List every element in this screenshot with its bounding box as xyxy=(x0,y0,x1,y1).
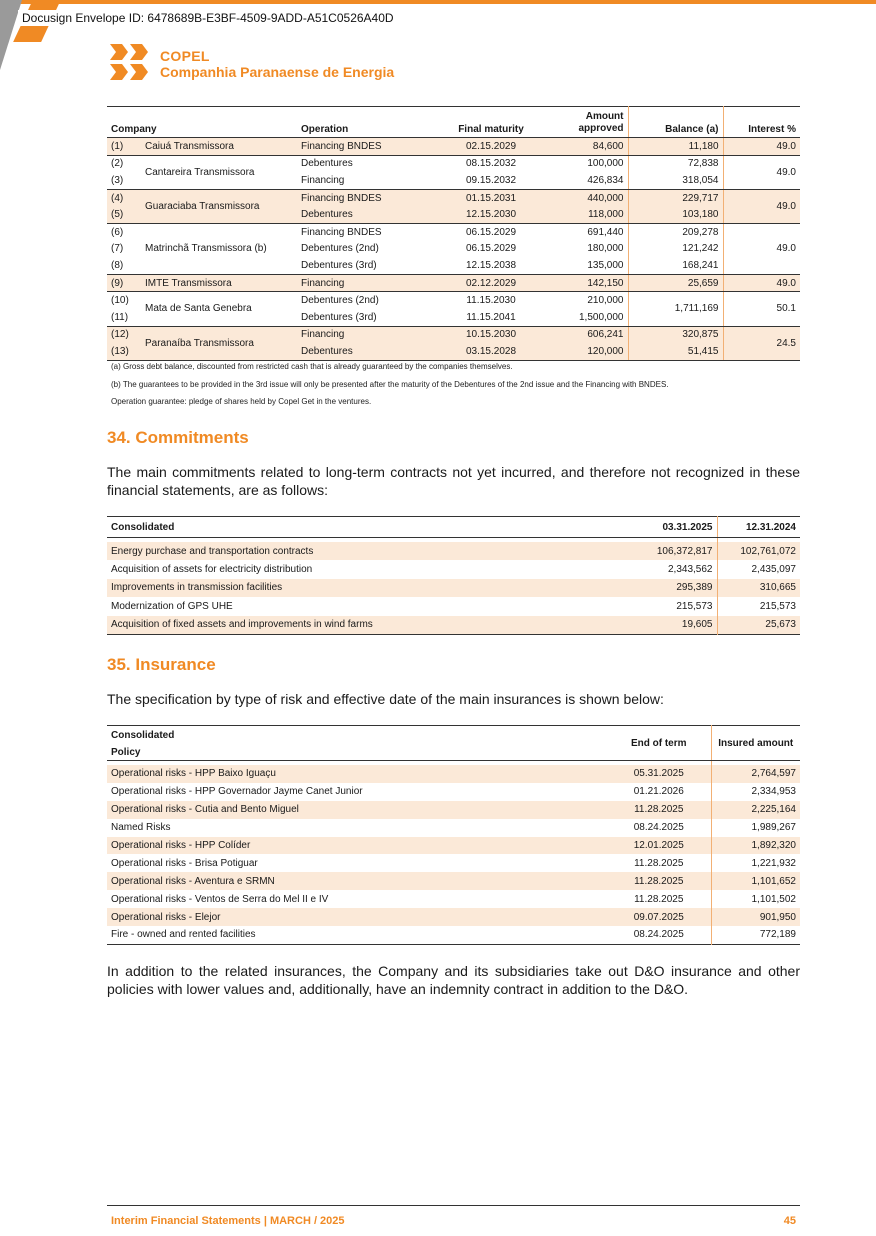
table-row xyxy=(107,783,800,801)
insurance-intro: The specification by type of risk and effective date of the main insurances is shown below: xyxy=(107,691,664,707)
maturity-cell: 10.15.2030 xyxy=(445,326,537,343)
table-row xyxy=(107,326,800,343)
commitment-value-2024: 2,435,097 xyxy=(751,564,796,576)
copel-logo-icon xyxy=(108,42,152,82)
operation-cell: Debentures (3rd) xyxy=(297,257,445,274)
table-row xyxy=(107,189,800,206)
copel-logo xyxy=(108,42,408,84)
footnote-a: (a) Gross debt balance, discounted from restricted cash that is already guaranteed by the companies themselves. xyxy=(111,362,513,371)
footnote-b: (b) The guarantees to be provided in the 3rd issue will only be presented after the maturity of the Debentures of the 2nd issue and the Financing with BNDES. xyxy=(111,380,669,389)
balance-cell: 1,711,169 xyxy=(628,292,723,326)
policy-cell: Operational risks - Brisa Potiguar xyxy=(111,857,258,869)
header-operation: Operation xyxy=(297,107,445,138)
policy-cell: Operational risks - HPP Colíder xyxy=(107,837,607,855)
operation-cell: Debentures xyxy=(301,158,353,170)
operation-cell: Financing xyxy=(297,274,445,292)
page-number: 45 xyxy=(783,1215,796,1227)
policy-cell: Fire - owned and rented facilities xyxy=(111,929,256,941)
company-cell: IMTE Transmissora xyxy=(141,274,297,292)
row-number: (6) xyxy=(111,226,124,238)
table-row xyxy=(107,616,800,635)
maturity-cell: 11.15.2030 xyxy=(466,295,516,307)
end-of-term-cell: 01.21.2026 xyxy=(607,783,711,801)
end-of-term-cell: 05.31.2025 xyxy=(607,765,711,783)
end-of-term-cell: 11.28.2025 xyxy=(607,890,711,908)
commitment-label: Acquisition of fixed assets and improvements in wind farms xyxy=(107,616,627,635)
maturity-cell: 01.15.2031 xyxy=(445,189,537,206)
commitment-value-2025: 215,573 xyxy=(627,597,717,615)
guarantees-table xyxy=(107,106,800,361)
amount-cell: 691,440 xyxy=(537,223,628,240)
operation-cell: Financing BNDES xyxy=(297,138,445,156)
operation-cell: Debentures (3rd) xyxy=(297,309,445,326)
maturity-cell: 06.15.2029 xyxy=(465,243,517,255)
balance-cell: 229,717 xyxy=(628,189,723,206)
operation-cell: Debentures xyxy=(297,206,445,223)
company-cell: Cantareira Transmissora xyxy=(141,155,297,189)
company-cell: Caiuá Transmissora xyxy=(141,138,297,156)
header-03-31-2025: 03.31.2025 xyxy=(627,517,717,538)
row-number: (10) xyxy=(111,295,129,307)
end-of-term-cell: 11.28.2025 xyxy=(607,801,711,819)
interest-cell: 49.0 xyxy=(723,138,800,156)
amount-cell: 210,000 xyxy=(537,292,628,309)
row-number: (2) xyxy=(111,158,124,170)
company-cell: Matrinchã Transmissora (b) xyxy=(141,223,297,274)
header-policy: Policy xyxy=(107,744,607,761)
table-row xyxy=(107,819,800,837)
maturity-cell: 02.15.2029 xyxy=(445,138,537,156)
balance-cell: 209,278 xyxy=(628,223,723,240)
interest-cell: 49.0 xyxy=(723,155,800,189)
maturity-cell: 06.15.2029 xyxy=(465,226,517,238)
policy-cell: Operational risks - Elejor xyxy=(107,908,607,926)
table-row xyxy=(107,542,800,560)
insured-amount-cell: 1,221,932 xyxy=(751,857,796,869)
amount-cell: 426,834 xyxy=(537,172,628,189)
end-of-term-cell: 12.01.2025 xyxy=(607,837,711,855)
maturity-cell: 12.15.2030 xyxy=(445,206,537,223)
header-interest: Interest % xyxy=(723,107,800,138)
insurance-closing-paragraph: In addition to the related insurances, the Company and its subsidiaries take out D&O insurance and other policies with lower values and, additionally, have an indemnity contract in addition to the D&O. xyxy=(107,963,800,997)
maturity-cell: 09.15.2032 xyxy=(445,172,537,189)
insured-amount-cell: 2,334,953 xyxy=(751,786,796,798)
insured-amount-cell: 772,189 xyxy=(759,929,796,941)
company-cell: Guaraciaba Transmissora xyxy=(141,189,297,223)
header-consolidated: Consolidated xyxy=(107,517,627,538)
commitment-value-2024: 310,665 xyxy=(717,579,800,597)
balance-cell: 121,242 xyxy=(628,241,723,258)
header-final-maturity: Final maturity xyxy=(445,107,537,138)
table-row xyxy=(107,908,800,926)
insured-amount-cell: 1,892,320 xyxy=(711,837,800,855)
maturity-cell: 12.15.2038 xyxy=(445,257,537,274)
commitment-value-2024: 25,673 xyxy=(717,616,800,635)
row-number: (12) xyxy=(107,326,141,343)
section-title-commitments: 34. Commitments xyxy=(107,428,249,447)
row-number: (13) xyxy=(107,343,141,360)
insured-amount-cell: 1,989,267 xyxy=(751,822,796,834)
commitment-label: Energy purchase and transportation contracts xyxy=(107,542,627,560)
amount-cell: 118,000 xyxy=(537,206,628,223)
policy-cell: Operational risks - HPP Governador Jayme Canet Junior xyxy=(111,786,363,798)
interest-cell: 24.5 xyxy=(723,326,800,360)
interest-cell: 49.0 xyxy=(723,223,800,274)
header-amount-approved: Amount approved xyxy=(537,107,628,138)
interest-cell: 49.0 xyxy=(723,274,800,292)
header-12-31-2024: 12.31.2024 xyxy=(717,517,800,538)
row-number: (3) xyxy=(107,172,141,189)
balance-cell: 168,241 xyxy=(628,257,723,274)
row-number: (7) xyxy=(111,243,124,255)
maturity-cell: 03.15.2028 xyxy=(445,343,537,360)
balance-cell: 11,180 xyxy=(628,138,723,156)
balance-cell: 320,875 xyxy=(628,326,723,343)
operation-cell: Financing xyxy=(297,172,445,189)
interest-cell: 50.1 xyxy=(723,292,800,326)
commitments-table xyxy=(107,516,800,635)
policy-cell: Operational risks - Cutia and Bento Miguel xyxy=(107,801,607,819)
maturity-cell: 02.12.2029 xyxy=(445,274,537,292)
operation-cell: Financing BNDES xyxy=(301,226,382,238)
end-of-term-cell: 08.24.2025 xyxy=(607,819,711,837)
table-row xyxy=(107,223,800,240)
amount-cell: 142,150 xyxy=(537,274,628,292)
top-accent-bar xyxy=(0,0,876,4)
insured-amount-cell: 1,101,502 xyxy=(751,893,796,905)
insured-amount-cell: 901,950 xyxy=(711,908,800,926)
insured-amount-cell: 2,764,597 xyxy=(711,765,800,783)
header-balance: Balance (a) xyxy=(628,107,723,138)
operation-cell: Financing xyxy=(297,326,445,343)
commitment-value-2024: 215,573 xyxy=(759,600,796,612)
logo-company-name: Companhia Paranaense de Energia xyxy=(160,64,395,80)
table-row xyxy=(107,579,800,597)
amount-cell: 440,000 xyxy=(537,189,628,206)
balance-cell: 318,054 xyxy=(628,172,723,189)
row-number: (4) xyxy=(107,189,141,206)
logo-name: COPEL xyxy=(160,48,210,64)
row-number: (5) xyxy=(107,206,141,223)
table-row xyxy=(107,890,800,908)
amount-cell: 120,000 xyxy=(537,343,628,360)
amount-cell: 100,000 xyxy=(537,155,628,172)
header-company: Company xyxy=(107,107,297,138)
commitments-intro: The main commitments related to long-term contracts not yet incurred, and therefore not recognized in these financial statements, are as follows: xyxy=(107,464,800,498)
policy-cell: Operational risks - HPP Baixo Iguaçu xyxy=(107,765,607,783)
policy-cell: Named Risks xyxy=(111,822,171,834)
operation-cell: Debentures (2nd) xyxy=(301,295,379,307)
table-row xyxy=(107,155,800,172)
row-number: (1) xyxy=(107,138,141,156)
table-row xyxy=(107,765,800,783)
commitment-label: Acquisition of assets for electricity distribution xyxy=(111,564,313,576)
commitment-value-2025: 2,343,562 xyxy=(627,560,717,578)
balance-cell: 103,180 xyxy=(628,206,723,223)
commitment-value-2024: 102,761,072 xyxy=(717,542,800,560)
amount-cell: 1,500,000 xyxy=(537,309,628,326)
company-cell: Mata de Santa Genebra xyxy=(141,292,297,326)
table-row xyxy=(107,597,800,615)
table-row xyxy=(107,801,800,819)
commitment-value-2025: 295,389 xyxy=(627,579,717,597)
footer-title: Interim Financial Statements | MARCH / 2025 xyxy=(111,1215,345,1227)
insured-amount-cell: 2,225,164 xyxy=(711,801,800,819)
end-of-term-cell: 08.24.2025 xyxy=(607,926,711,944)
amount-cell: 135,000 xyxy=(537,257,628,274)
header-end-of-term: End of term xyxy=(607,726,711,761)
maturity-cell: 11.15.2041 xyxy=(445,309,537,326)
footer-divider xyxy=(107,1205,800,1206)
policy-cell: Operational risks - Aventura e SRMN xyxy=(107,872,607,890)
table-row xyxy=(107,926,800,944)
operation-cell: Debentures (2nd) xyxy=(301,243,379,255)
commitment-label: Improvements in transmission facilities xyxy=(107,579,627,597)
row-number: (11) xyxy=(107,309,141,326)
table-row xyxy=(107,560,800,578)
end-of-term-cell: 11.28.2025 xyxy=(607,854,711,872)
insured-amount-cell: 1,101,652 xyxy=(711,872,800,890)
end-of-term-cell: 11.28.2025 xyxy=(607,872,711,890)
table-row xyxy=(107,837,800,855)
interest-cell: 49.0 xyxy=(723,189,800,223)
table-row xyxy=(107,274,800,292)
row-number: (8) xyxy=(107,257,141,274)
section-title-insurance: 35. Insurance xyxy=(107,655,216,674)
header-consolidated: Consolidated xyxy=(111,729,175,741)
table-row xyxy=(107,872,800,890)
balance-cell: 25,659 xyxy=(628,274,723,292)
balance-cell: 51,415 xyxy=(628,343,723,360)
amount-cell: 84,600 xyxy=(537,138,628,156)
commitment-label: Modernization of GPS UHE xyxy=(111,600,233,612)
docusign-envelope-id: Docusign Envelope ID: 6478689B-E3BF-4509-9ADD-A51C0526A40D xyxy=(18,10,398,26)
table-row xyxy=(107,292,800,309)
commitment-value-2025: 106,372,817 xyxy=(627,542,717,560)
maturity-cell: 08.15.2032 xyxy=(465,158,517,170)
commitment-value-2025: 19,605 xyxy=(627,616,717,635)
operation-cell: Financing BNDES xyxy=(297,189,445,206)
end-of-term-cell: 09.07.2025 xyxy=(607,908,711,926)
company-cell: Paranaíba Transmissora xyxy=(141,326,297,360)
table-row xyxy=(107,854,800,872)
amount-cell: 180,000 xyxy=(537,241,628,258)
operation-cell: Debentures xyxy=(297,343,445,360)
operation-guarantee-note: Operation guarantee: pledge of shares held by Copel Get in the ventures. xyxy=(111,397,372,406)
policy-cell: Operational risks - Ventos de Serra do Mel II e IV xyxy=(111,893,329,905)
balance-cell: 72,838 xyxy=(628,155,723,172)
insurance-table xyxy=(107,725,800,945)
table-row xyxy=(107,138,800,156)
amount-cell: 606,241 xyxy=(537,326,628,343)
header-insured-amount: Insured amount xyxy=(711,726,800,761)
row-number: (9) xyxy=(107,274,141,292)
